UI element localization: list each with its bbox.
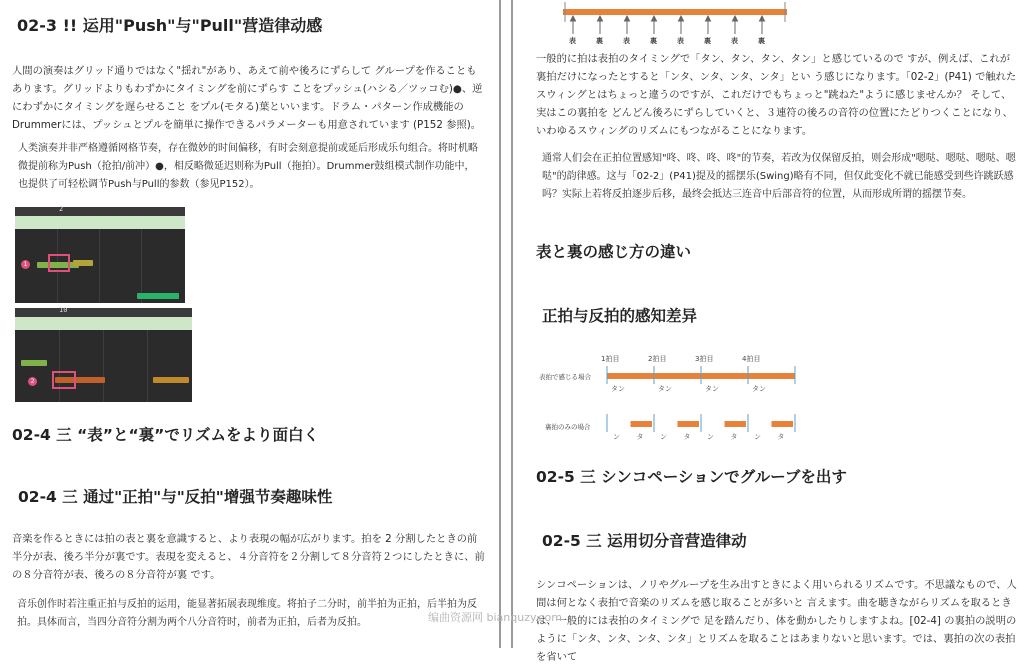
beat-arrow-head — [760, 16, 765, 21]
beat-label: 裏 — [758, 37, 765, 45]
perception-diagram — [537, 352, 807, 447]
paragraph-push-pull-jp: 人間の演奏はグリッド通りではなく"揺れ"があり、あえて前や後ろにずらして グループを作ることもあります。グリッドよりもわずかにタイミングを前にずらす ことをプッシュ(ハシる／ツッコむ)●、逆にわずかにタイミングを遅らせること をプル(モタる)葉といいます。ドラム・パターン作成機能のDrummerには、プッシュとプルを簡単に操作できるパラメーターも用意されています (P152 参照)。 — [12, 65, 483, 131]
page-spine — [497, 0, 515, 648]
daw-screenshot-pull — [15, 308, 192, 402]
midi-note — [73, 260, 93, 266]
syllable-tan: タン — [705, 385, 719, 393]
beat-label: 裏 — [704, 37, 711, 45]
section-heading-02-4-cn: 02-4 三 通过"正拍"与"反拍"增强节奏趣味性 — [18, 488, 333, 506]
watermark: 编曲资源网 bianquzy.com — [428, 611, 562, 624]
beat-arrow-head — [652, 16, 657, 21]
syllable-nta: ン — [707, 433, 714, 441]
syllable-nta: タ — [730, 433, 738, 441]
syllable-nta: ン — [754, 433, 761, 441]
beat-arrow-head — [706, 16, 711, 21]
syllable-tan: タン — [611, 385, 625, 393]
syllable-tan: タン — [752, 385, 766, 393]
midi-note — [21, 360, 47, 366]
section-heading-02-5-cn: 02-5 三 运用切分音营造律动 — [542, 532, 747, 550]
paragraph-push-pull-cn: 人类演奏并非严格遵循网格节奏，存在微妙的时间偏移，有时会刻意提前或延后形成乐句组合。将时机略微提前称为Push（抢拍/前冲）●，相反略微延迟则称为Pull（拖拍）。Drummer鼓组模式制作功能中，也提供了可轻松调节Push与Pull的参数（参见P152）。 — [18, 143, 478, 190]
syllable-nta: ン — [613, 433, 620, 441]
perception-svg — [537, 352, 807, 447]
beat-arrow-head — [733, 16, 738, 21]
section-heading-02-3: 02-3 !! 运用"Push"与"Pull"营造律动感 — [17, 16, 323, 35]
section-heading-difference-jp: 表と裏の感じ方の違い — [536, 243, 692, 261]
paragraph-omote-ura-jp: 音楽を作るときには拍の表と裏を意識すると、より表現の幅が広がります。拍を 2 分割したときの前半分が表、後ろ半分が裏です。表現を変えると、４分音符を２分割して８分音符２つにしたときに、前の８分音符が表、後ろの８分音符が裏 です。 — [12, 533, 485, 581]
callout-marker: 1 — [21, 260, 30, 269]
section-heading-02-5-jp: 02-5 三 シンコペーションでグルーブを出す — [536, 468, 847, 486]
selection-box — [52, 371, 76, 389]
beat-arrow-head — [598, 16, 603, 21]
callout-marker: 2 — [28, 377, 37, 386]
paragraph-ura-cn: 通常人们会在正拍位置感知"咚、咚、咚、咚"的节奏，若改为仅保留反拍，则会形成"嗯哒、嗯哒、嗯哒、嗯哒"的韵律感。这与「02-2」(P41)提及的摇摆乐(Swing)略有不同，但仅此变化不就已能感受到些许跳跃感吗？实际上若将反拍逐步后移，最终会抵达三连音中后部音符的位置，从而形成所谓的摇摆节奏。 — [542, 153, 1016, 200]
syllable-tan: タン — [658, 385, 672, 393]
bar-number: 2 — [59, 205, 64, 213]
beat-number-label: 1拍目 — [601, 355, 620, 363]
beat-label: 表 — [731, 37, 738, 45]
beat-label: 表 — [569, 37, 576, 45]
syllable-nta: タ — [777, 433, 785, 441]
row-label-ura: 裏拍のみの場合 — [545, 423, 591, 431]
syllable-nta: タ — [683, 433, 691, 441]
row-label-omote: 表拍で感じる場合 — [539, 373, 591, 381]
section-heading-difference-cn: 正拍与反拍的感知差异 — [542, 307, 698, 325]
right-page — [515, 0, 1024, 663]
beat-label: 裏 — [596, 37, 603, 45]
selection-box — [48, 254, 70, 272]
beat-label: 表 — [677, 37, 684, 45]
section-heading-02-4-jp: 02-4 三 “表”と“裏”でリズムをより面白く — [12, 426, 320, 444]
daw-screenshot-push — [15, 207, 185, 303]
beat-arrow-head — [625, 16, 630, 21]
left-page — [0, 0, 497, 648]
paragraph-omote-ura-cn: 音乐创作时若注重正拍与反拍的运用，能显著拓展表现维度。将拍子二分时，前半拍为正拍，后半拍为反拍。具体而言，当四分音符分割为两个八分音符时，前者为正拍，后者为反拍。 — [17, 599, 477, 628]
beat-arrow-head — [679, 16, 684, 21]
syllable-nta: ン — [660, 433, 667, 441]
midi-note — [137, 293, 179, 299]
midi-note — [153, 377, 189, 383]
beat-number-label: 3拍目 — [695, 355, 714, 363]
beat-arrow-head — [571, 16, 576, 21]
beat-number-label: 2拍目 — [648, 355, 667, 363]
paragraph-ura-jp: 一般的に拍は表拍のタイミングで「タン、タン、タン、タン」と感じているので すが、例えば、これが裏拍だけになったとすると「ンタ、ンタ、ンタ、ンタ」とい う感じになります。「02-2」(P41) で触れたスウィングとはちょっと違うのですが、これだけでもちょっと"跳ねた"ように感じませんか？ そして、実はこの裏拍を どんどん後ろにずらしていくと、３連符の後ろの音符の位置にたどりつくことになり、いわゆるスウィングのリズムにもつながることになります。 — [536, 53, 1017, 137]
beat-label: 裏 — [650, 37, 657, 45]
bar-number: 10 — [59, 306, 68, 314]
beat-label: 表 — [623, 37, 630, 45]
syllable-nta: タ — [636, 433, 644, 441]
beat-number-label: 4拍目 — [742, 355, 761, 363]
paragraph-syncopation-jp: シンコペーションは、ノリやグループを生み出すときによく用いられるリズムです。不思議なもので、人間は何となく表拍で音楽のリズムを感じ取ることが多いと 言えます。曲を聴きながらリズムを取るときは、一般的には表拍のタイミングで 足を踏んだり、体を動かしたりしますよね。[02-4] の裏拍の説明のように「ンタ、ンタ、ンタ、ンタ」とリズムを取ることはあまりないと思います。では、裏拍の次の表拍を省いて — [536, 579, 1017, 663]
